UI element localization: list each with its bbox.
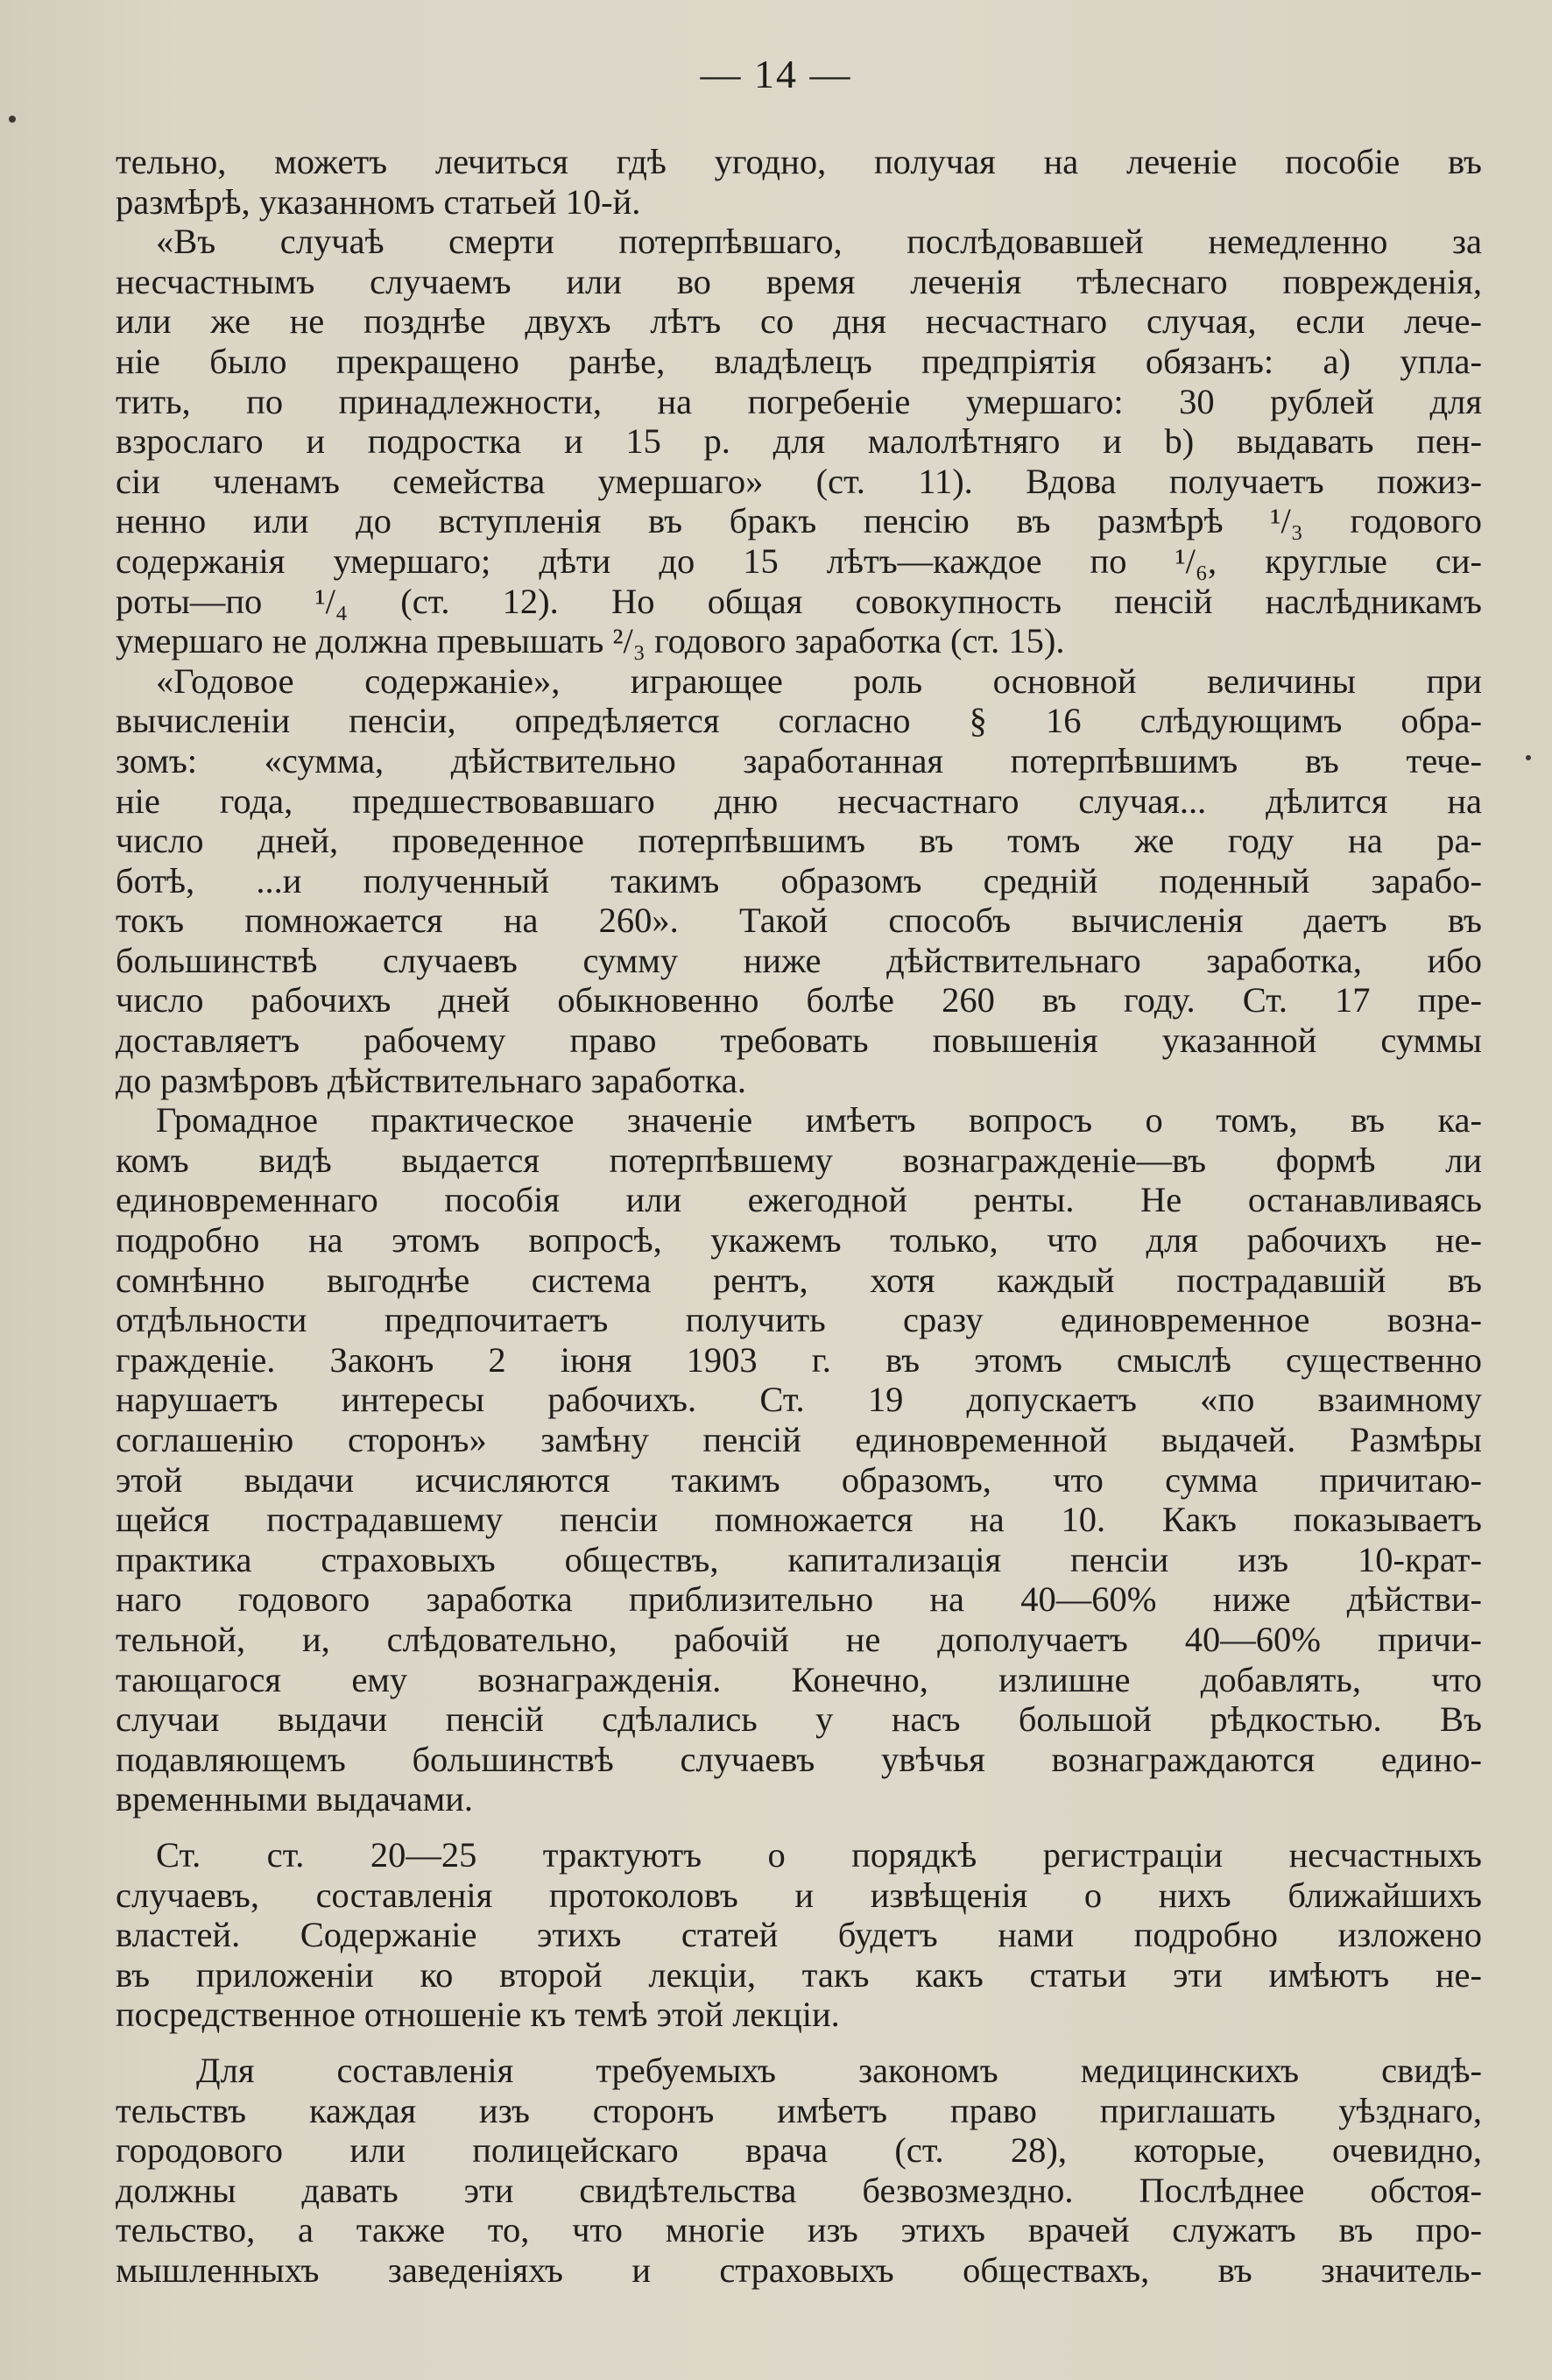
text-line: или же не позднѣе двухъ лѣтъ со дня несчастнаго случая, если лече- xyxy=(116,301,1482,342)
text-line: посредственное отношеніе къ темѣ этой лекціи. xyxy=(116,1995,840,2035)
text-line: Ст. ст. 20—25 трактуютъ о порядкѣ регистраціи несчастныхъ xyxy=(156,1834,1482,1875)
text-line: тить, по принадлежности, на погребеніе умершаго: 30 рублей для xyxy=(116,381,1482,421)
text-line: тельно, можетъ лечиться гдѣ угодно, получая на леченіе пособіе въ xyxy=(116,142,1482,181)
text-line: временными выдачами. xyxy=(116,1779,474,1819)
text-line: случаи выдачи пенсій сдѣлались у насъ большой рѣдкостью. Въ xyxy=(116,1699,1482,1740)
text-line: городового или полицейскаго врача (ст. 28), которые, очевидно, xyxy=(116,2130,1482,2171)
ink-speck xyxy=(9,116,16,123)
text-line: практика страховыхъ обществъ, капитализація пенсіи изъ 10-крат- xyxy=(116,1539,1482,1579)
text-line: властей. Содержаніе этихъ статей будетъ нами подробно изложено xyxy=(116,1915,1482,1955)
text-line: комъ видѣ выдается потерпѣвшему вознагражденіе—въ формѣ ли xyxy=(116,1140,1482,1180)
text-line: тельной, и, слѣдовательно, рабочій не дополучаетъ 40—60% причи- xyxy=(116,1619,1482,1659)
text-line: наго годового заработка приблизительно на 40—60% ниже дѣйстви- xyxy=(116,1579,1482,1620)
text-line: ніе года, предшествовавшаго дню несчастнаго случая... дѣлится на xyxy=(116,780,1482,821)
text-line: тельство, а также то, что многіе изъ этихъ врачей служатъ въ про- xyxy=(116,2210,1482,2250)
text-line: умершаго не должна превышать ²/₃ годового заработка (ст. 15). xyxy=(116,621,1065,661)
text-line: число рабочихъ дней обыкновенно болѣе 260 въ году. Ст. 17 пре- xyxy=(116,980,1482,1021)
text-line: «Годовое содержаніе», играющее роль основной величины при xyxy=(156,660,1482,701)
text-line: отдѣльности предпочитаетъ получить сразу единовременное возна- xyxy=(116,1300,1482,1340)
text-line: «Въ случаѣ смерти потерпѣвшаго, послѣдовавшей немедленно за xyxy=(156,222,1482,262)
text-line: сомнѣнно выгоднѣе система рентъ, хотя каждый пострадавшій въ xyxy=(116,1260,1482,1300)
text-line: размѣрѣ, указанномъ статьей 10-й. xyxy=(116,181,641,222)
text-line: токъ помножается на 260». Такой способъ вычисленія даетъ въ xyxy=(116,900,1482,941)
text-line: въ приложеніи ко второй лекціи, такъ какъ статьи эти имѣютъ не- xyxy=(116,1954,1482,1995)
text-line: Громадное практическое значеніе имѣетъ вопросъ о томъ, въ ка- xyxy=(156,1100,1482,1141)
text-line: случаевъ, составленія протоколовъ и извѣщенія о нихъ ближайшихъ xyxy=(116,1875,1482,1915)
text-line: Для составленія требуемыхъ закономъ медицинскихъ свидѣ- xyxy=(196,2050,1482,2090)
text-line: щейся пострадавшему пенсіи помножается на 10. Какъ показываетъ xyxy=(116,1500,1482,1540)
ink-speck xyxy=(1526,755,1531,760)
text-line: гражденіе. Законъ 2 іюня 1903 г. въ этомъ смыслѣ существенно xyxy=(116,1339,1482,1380)
text-line: доставляетъ рабочему право требовать повышенія указанной суммы xyxy=(116,1021,1482,1061)
text-line: мышленныхъ заведеніяхъ и страховыхъ обществахъ, въ значитель- xyxy=(116,2249,1482,2290)
page-number: — 14 — xyxy=(700,52,852,96)
text-line: взрослаго и подростка и 15 р. для малолѣтняго и b) выдавать пен- xyxy=(116,421,1482,462)
text-line: тающагося ему вознагражденія. Конечно, излишне добавлять, что xyxy=(116,1659,1482,1699)
text-line: тельствъ каждая изъ сторонъ имѣетъ право приглашать уѣзднаго, xyxy=(116,2090,1482,2130)
text-line: нарушаетъ интересы рабочихъ. Ст. 19 допускаетъ «по взаимному xyxy=(116,1380,1482,1420)
text-line: роты—по ¹/₄ (ст. 12). Но общая совокупность пенсій наслѣдникамъ xyxy=(116,581,1482,621)
text-line: сіи членамъ семейства умершаго» (ст. 11). Вдова получаетъ пожиз- xyxy=(116,461,1482,501)
text-line: вычисленіи пенсіи, опредѣляется согласно § 16 слѣдующимъ обра- xyxy=(116,701,1482,741)
text-line: большинствѣ случаевъ сумму ниже дѣйствительнаго заработка, ибо xyxy=(116,940,1482,980)
text-line: единовременнаго пособія или ежегодной ренты. Не останавливаясь xyxy=(116,1180,1482,1220)
text-line: соглашенію сторонъ» замѣну пенсій единовременной выдачей. Размѣры xyxy=(116,1420,1482,1459)
text-line: содержанія умершаго; дѣти до 15 лѣтъ—каждое по ¹/₆, круглые си- xyxy=(116,540,1482,581)
text-line: до размѣровъ дѣйствительнаго заработка. xyxy=(116,1060,747,1100)
body-text xyxy=(116,142,1482,2290)
text-line: зомъ: «сумма, дѣйствительно заработанная потерпѣвшимъ въ тече- xyxy=(116,740,1482,780)
text-line: ніе было прекращено ранѣе, владѣлецъ предпріятія обязанъ: а) упла- xyxy=(116,341,1482,381)
text-line: ненно или до вступленія въ бракъ пенсію въ размѣрѣ ¹/₃ годового xyxy=(116,501,1482,541)
text-line: ботѣ, ...и полученный такимъ образомъ средній поденный зарабо- xyxy=(116,860,1482,900)
text-line: этой выдачи исчисляются такимъ образомъ, что сумма причитаю- xyxy=(116,1459,1482,1500)
text-line: подавляющемъ большинствѣ случаевъ увѣчья вознаграждаются едино- xyxy=(116,1739,1482,1779)
text-line: подробно на этомъ вопросѣ, укажемъ только, что для рабочихъ не- xyxy=(116,1220,1482,1261)
text-line: число дней, проведенное потерпѣвшимъ въ томъ же году на ра- xyxy=(116,821,1482,861)
text-line: несчастнымъ случаемъ или во время леченія тѣлеснаго поврежденія, xyxy=(116,261,1482,301)
text-line: должны давать эти свидѣтельства безвозмездно. Послѣднее обстоя- xyxy=(116,2170,1482,2210)
